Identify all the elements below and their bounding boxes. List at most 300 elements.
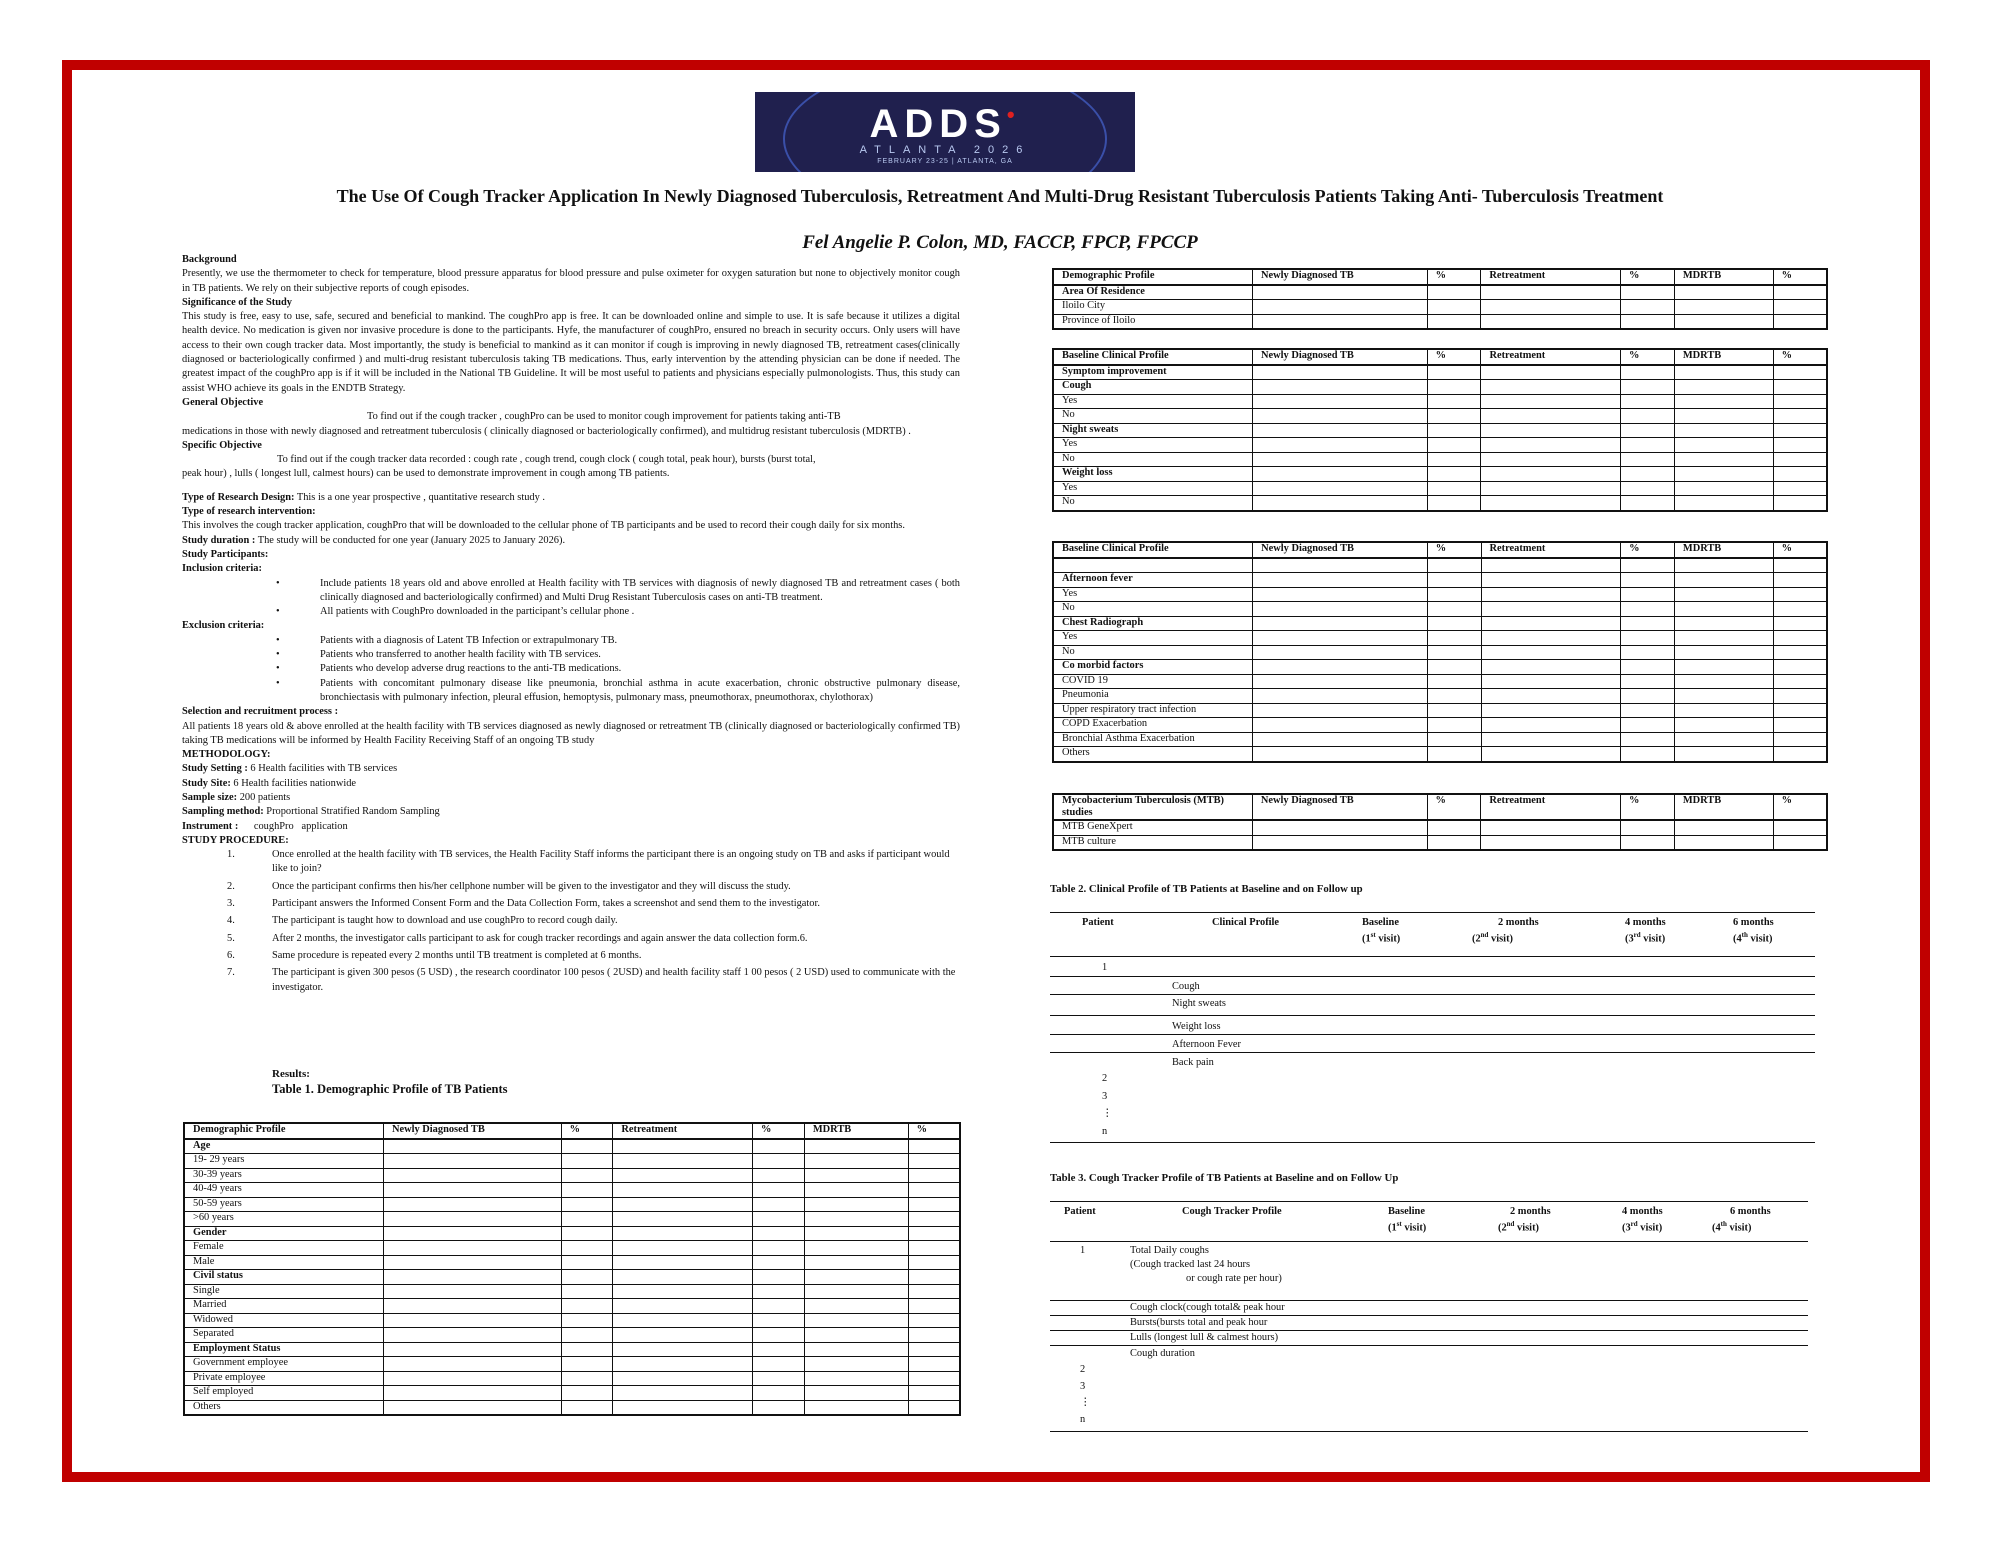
col-6-months: 6 months bbox=[1730, 1206, 1771, 1217]
table-cell bbox=[804, 1313, 908, 1328]
row-label: Yes bbox=[1053, 631, 1253, 646]
table-cell bbox=[908, 1299, 960, 1314]
table-cell bbox=[1253, 438, 1428, 453]
column-header: Newly Diagnosed TB bbox=[1252, 794, 1427, 820]
table-cell bbox=[561, 1400, 613, 1415]
item-bursts: Bursts(bursts total and peak hour bbox=[1130, 1317, 1268, 1328]
table-cell bbox=[908, 1139, 960, 1154]
table-cell bbox=[561, 1386, 613, 1401]
column-header: Demographic Profile bbox=[1053, 269, 1252, 285]
table-cell bbox=[1773, 732, 1827, 747]
table-cell bbox=[1481, 314, 1621, 329]
table-cell bbox=[1621, 285, 1675, 300]
table-cell bbox=[908, 1357, 960, 1372]
table-cell bbox=[561, 1168, 613, 1183]
table-cell bbox=[1427, 365, 1481, 380]
table-cell bbox=[908, 1328, 960, 1343]
table-cell bbox=[1427, 587, 1481, 602]
table-cell bbox=[753, 1357, 805, 1372]
table-cell bbox=[1674, 747, 1773, 762]
table-row bbox=[1053, 703, 1827, 718]
table-cell bbox=[1481, 481, 1621, 496]
table-cell bbox=[1253, 645, 1428, 660]
table-cell bbox=[1427, 573, 1481, 588]
row-label: Symptom improvement bbox=[1053, 365, 1253, 380]
table-rule bbox=[1050, 1431, 1808, 1432]
logo-city: ATLANTA 2026 bbox=[859, 144, 1031, 156]
table-cell bbox=[383, 1139, 561, 1154]
table-baseline-radiograph bbox=[1052, 541, 1828, 763]
table-cell bbox=[1253, 380, 1428, 395]
table-cell bbox=[1427, 452, 1481, 467]
table-cell bbox=[1621, 602, 1675, 617]
table-cell bbox=[1674, 718, 1773, 733]
table-cell bbox=[1427, 558, 1481, 573]
patient-2: 2 bbox=[1102, 1073, 1108, 1084]
table-rule bbox=[1050, 1034, 1815, 1035]
table-cell bbox=[613, 1241, 753, 1256]
selection-heading: Selection and recruitment process : bbox=[182, 706, 339, 718]
patient-2: 2 bbox=[1080, 1364, 1086, 1375]
table-cell bbox=[804, 1328, 908, 1343]
study-setting: Study Setting : 6 Health facilities with TB services bbox=[182, 763, 398, 775]
column-header: Retreatment bbox=[1481, 269, 1621, 285]
table-cell bbox=[1621, 409, 1675, 424]
table-cell bbox=[1253, 703, 1428, 718]
col-patient: Patient bbox=[1082, 917, 1114, 928]
exclusion-list bbox=[182, 634, 960, 705]
table-cell bbox=[1674, 409, 1773, 424]
table-cell bbox=[1674, 314, 1773, 329]
table-cell bbox=[1773, 438, 1827, 453]
table-cell bbox=[1621, 481, 1675, 496]
table-cell bbox=[1773, 703, 1827, 718]
table-cell bbox=[613, 1168, 753, 1183]
table-cell bbox=[1253, 452, 1428, 467]
table-cell bbox=[1773, 467, 1827, 482]
table-cell bbox=[804, 1386, 908, 1401]
table-cell bbox=[1674, 616, 1773, 631]
table-cell bbox=[1253, 660, 1428, 675]
table-row bbox=[1053, 660, 1827, 675]
table-cell bbox=[753, 1342, 805, 1357]
table-cell bbox=[1253, 732, 1428, 747]
table-cell bbox=[1773, 820, 1827, 835]
table-cell bbox=[383, 1400, 561, 1415]
table-cell bbox=[804, 1241, 908, 1256]
table-row bbox=[1053, 732, 1827, 747]
table-cell bbox=[1481, 616, 1621, 631]
table-cell bbox=[1427, 689, 1481, 704]
table-row bbox=[1053, 587, 1827, 602]
table-cell bbox=[1674, 602, 1773, 617]
table-cell bbox=[804, 1183, 908, 1198]
procedure-list bbox=[182, 848, 960, 995]
row-label: MTB GeneXpert bbox=[1053, 820, 1252, 835]
item-total-daily-coughs: Total Daily coughs bbox=[1130, 1245, 1209, 1256]
table-cell bbox=[804, 1270, 908, 1285]
table-row bbox=[1053, 300, 1827, 315]
table-cell bbox=[753, 1255, 805, 1270]
table-cell bbox=[1427, 409, 1481, 424]
logo-brand: ADDS• bbox=[869, 102, 1021, 146]
table-cell bbox=[1773, 718, 1827, 733]
table-cell bbox=[383, 1284, 561, 1299]
table-cell bbox=[1427, 423, 1481, 438]
table-cell bbox=[1621, 587, 1675, 602]
table2-clinical-followup bbox=[1050, 912, 1815, 1144]
item-cough: Cough bbox=[1172, 981, 1200, 992]
column-header: % bbox=[753, 1123, 805, 1139]
patient-ellipsis: ⋮ bbox=[1102, 1108, 1113, 1119]
table-cell bbox=[383, 1197, 561, 1212]
table-cell bbox=[1773, 558, 1827, 573]
table-cell bbox=[1773, 380, 1827, 395]
table-row bbox=[1053, 718, 1827, 733]
table-row bbox=[1053, 380, 1827, 395]
study-duration: Study duration : The study will be conducted for one year (January 2025 to January 2026). bbox=[182, 534, 566, 546]
patient-n: n bbox=[1102, 1126, 1108, 1137]
table-cell bbox=[1674, 835, 1773, 850]
list-item: 4. The participant is taught how to download and use coughPro to record cough daily. bbox=[227, 915, 618, 927]
table-cell bbox=[1481, 732, 1621, 747]
table-cell bbox=[1253, 409, 1428, 424]
table-cell bbox=[908, 1284, 960, 1299]
table-cell bbox=[1621, 703, 1675, 718]
table-cell bbox=[1427, 747, 1481, 762]
row-label: No bbox=[1053, 602, 1253, 617]
table-cell bbox=[753, 1284, 805, 1299]
table-cell bbox=[383, 1313, 561, 1328]
table-cell bbox=[1674, 573, 1773, 588]
significance-text: This study is free, easy to use, safe, secured and beneficial to mankind. The coughPro app is free. It can be downloaded online and simple to use. It is safe because it utilizes a digital health device. No medication is given nor invasive procedure is done to the participants. Hyfe, the manufacturer of coughPro, ensured no breach in security occurs. Only users will have access to their own cough tracker data. Most importantly, the study is beneficial to mankind as it can monitor if cough is improving in newly diagnosed TB, retreatment cases(clinically diagnosed or bacteriologically confirmed ) and multi-drug resistant tuberculosis taking TB medications. Thus, early intervention by the attending physician can be done if needed. The greatest impact of the coughPro app is if it will be included in the National TB Guideline. It will be most useful to patients and physicians especially pulmonologists. Thus, this study can assist WHO achieve its goals in the ENDTB Strategy. bbox=[182, 311, 960, 394]
column-header: % bbox=[1427, 349, 1481, 365]
table-cell bbox=[383, 1328, 561, 1343]
general-objective-text-1: To find out if the cough tracker , coughPro can be used to monitor cough improvement for patients taking anti-TB bbox=[367, 411, 841, 423]
table-cell bbox=[1252, 835, 1427, 850]
row-label bbox=[1053, 558, 1253, 573]
research-design: Type of Research Design: This is a one year prospective , quantitative research study . bbox=[182, 491, 546, 503]
table-cell bbox=[1674, 481, 1773, 496]
row-label: Widowed bbox=[184, 1313, 383, 1328]
conference-logo bbox=[755, 92, 1135, 172]
table-rule bbox=[1050, 1201, 1808, 1202]
table-cell bbox=[1427, 481, 1481, 496]
table-cell bbox=[1773, 631, 1827, 646]
table-cell bbox=[561, 1226, 613, 1241]
column-header: Retreatment bbox=[613, 1123, 753, 1139]
table-row bbox=[184, 1284, 960, 1299]
table-cell bbox=[1674, 820, 1773, 835]
column-header: % bbox=[1427, 794, 1481, 820]
table-cell bbox=[383, 1154, 561, 1169]
table-cell bbox=[908, 1154, 960, 1169]
row-label: Area Of Residence bbox=[1053, 285, 1252, 300]
table-cell bbox=[561, 1154, 613, 1169]
column-header: Retreatment bbox=[1481, 542, 1621, 558]
table-cell bbox=[753, 1212, 805, 1227]
item-night-sweats: Night sweats bbox=[1172, 998, 1226, 1009]
table-cell bbox=[1481, 631, 1621, 646]
table1-caption: Table 1. Demographic Profile of TB Patients bbox=[272, 1082, 508, 1096]
table-cell bbox=[753, 1197, 805, 1212]
column-header: % bbox=[561, 1123, 613, 1139]
table-mtb-studies bbox=[1052, 793, 1828, 851]
col-clinical-profile: Clinical Profile bbox=[1212, 917, 1280, 928]
table-cell bbox=[1481, 558, 1621, 573]
col-visit-2: (2nd visit) bbox=[1472, 931, 1513, 945]
col-2-months: 2 months bbox=[1510, 1206, 1551, 1217]
intervention-text: This involves the cough tracker application, coughPro that will be downloaded to the cellular phone of TB participants and be used to record their cough daily for six months. bbox=[182, 520, 905, 532]
table-cell bbox=[1621, 496, 1675, 511]
table-row bbox=[184, 1270, 960, 1285]
table-row bbox=[1053, 689, 1827, 704]
table-cell bbox=[1481, 602, 1621, 617]
table-cell bbox=[753, 1226, 805, 1241]
table-cell bbox=[1253, 689, 1428, 704]
row-label: Yes bbox=[1053, 394, 1253, 409]
inclusion-list bbox=[182, 577, 960, 620]
table-cell bbox=[1252, 285, 1427, 300]
table-cell bbox=[561, 1270, 613, 1285]
row-label: Separated bbox=[184, 1328, 383, 1343]
table-cell bbox=[1621, 394, 1675, 409]
table-rule bbox=[1050, 912, 1815, 913]
table-cell bbox=[908, 1386, 960, 1401]
row-label: Yes bbox=[1053, 438, 1253, 453]
row-label: Age bbox=[184, 1139, 383, 1154]
table3-cough-tracker-followup bbox=[1050, 1201, 1808, 1433]
col-visit-4: (4th visit) bbox=[1712, 1220, 1752, 1234]
table-cell bbox=[1773, 835, 1827, 850]
selection-text: All patients 18 years old & above enrolled at the health facility with TB services diagnosed as newly diagnosed or retreatment TB (clinically diagnosed or bacteriologically confirmed TB) taking TB medications will be informed by Health Facility Receiving Staff of an ongoing TB study bbox=[182, 720, 960, 746]
exclusion-heading: Exclusion criteria: bbox=[182, 620, 265, 632]
table-cell bbox=[1674, 645, 1773, 660]
table-cell bbox=[908, 1313, 960, 1328]
table-cell bbox=[1253, 558, 1428, 573]
row-label: Iloilo City bbox=[1053, 300, 1252, 315]
col-baseline: Baseline bbox=[1388, 1206, 1425, 1217]
table-header-row bbox=[1053, 269, 1827, 285]
specific-objective-text-2: peak hour) , lulls ( longest lull, calmest hours) can be used to demonstrate improvement in cough among TB patients. bbox=[182, 468, 670, 480]
table-cell bbox=[1427, 438, 1481, 453]
table-cell bbox=[1253, 631, 1428, 646]
table-cell bbox=[1621, 438, 1675, 453]
table-cell bbox=[1674, 467, 1773, 482]
table-cell bbox=[613, 1357, 753, 1372]
row-label: 30-39 years bbox=[184, 1168, 383, 1183]
table-cell bbox=[613, 1212, 753, 1227]
inclusion-heading: Inclusion criteria: bbox=[182, 563, 262, 575]
table-row bbox=[1053, 835, 1827, 850]
table-cell bbox=[804, 1154, 908, 1169]
table-cell bbox=[908, 1270, 960, 1285]
table-cell bbox=[613, 1328, 753, 1343]
table-cell bbox=[1621, 835, 1675, 850]
table-row bbox=[184, 1386, 960, 1401]
table-row bbox=[1053, 496, 1827, 511]
table-row bbox=[184, 1313, 960, 1328]
table-cell bbox=[1773, 587, 1827, 602]
col-visit-1: (1st visit) bbox=[1362, 931, 1401, 945]
table-cell bbox=[561, 1357, 613, 1372]
table-cell bbox=[1427, 835, 1481, 850]
table-cell bbox=[1427, 718, 1481, 733]
list-item: • Patients who transferred to another health facility with TB services. bbox=[182, 648, 960, 662]
table-cell bbox=[1674, 394, 1773, 409]
table-cell bbox=[908, 1168, 960, 1183]
row-label: Single bbox=[184, 1284, 383, 1299]
col-patient: Patient bbox=[1064, 1206, 1096, 1217]
col-2-months: 2 months bbox=[1498, 917, 1539, 928]
table-header-row bbox=[1053, 794, 1827, 820]
table-cell bbox=[1427, 314, 1481, 329]
col-visit-3: (3rd visit) bbox=[1625, 931, 1666, 945]
col-cough-tracker-profile: Cough Tracker Profile bbox=[1182, 1206, 1282, 1217]
row-label: 40-49 years bbox=[184, 1183, 383, 1198]
list-item: • Patients with concomitant pulmonary disease like pneumonia, bronchial asthma in acute exacerbation, chronic obstructive pulmonary disease, bronchiectasis with pulmonary infection, pleural effusion, hemoptysis, pulmonary mass, pneumothorax, pneumothorax, chylothorax) bbox=[182, 677, 960, 706]
table-cell bbox=[1427, 616, 1481, 631]
table-cell bbox=[1773, 481, 1827, 496]
row-label: Yes bbox=[1053, 481, 1253, 496]
table-cell bbox=[1773, 365, 1827, 380]
table-cell bbox=[1253, 394, 1428, 409]
table-cell bbox=[1481, 467, 1621, 482]
row-label: 50-59 years bbox=[184, 1197, 383, 1212]
table-cell bbox=[1481, 409, 1621, 424]
table-cell bbox=[1621, 616, 1675, 631]
row-label: Male bbox=[184, 1255, 383, 1270]
methodology-heading: METHODOLOGY: bbox=[182, 749, 271, 761]
row-label: COVID 19 bbox=[1053, 674, 1253, 689]
list-item: • Include patients 18 years old and above enrolled at Health facility with TB services with diagnosis of newly diagnosed TB and retreatment cases ( both clinically diagnosed and bacteriologically confirmed) and Multi Drug Resistant Tuberculosis cases on anti-TB treatment. bbox=[182, 577, 960, 606]
table-cell bbox=[1427, 602, 1481, 617]
table-row bbox=[1053, 747, 1827, 762]
col-4-months: 4 months bbox=[1622, 1206, 1663, 1217]
table-cell bbox=[613, 1400, 753, 1415]
table-cell bbox=[804, 1197, 908, 1212]
table-cell bbox=[1427, 380, 1481, 395]
table-cell bbox=[561, 1328, 613, 1343]
table-cell bbox=[1773, 423, 1827, 438]
table-cell bbox=[753, 1183, 805, 1198]
table-cell bbox=[1427, 732, 1481, 747]
sample-size: Sample size: 200 patients bbox=[182, 791, 291, 803]
list-item: 7. The participant is given 300 pesos (5 USD) , the research coordinator 100 pesos ( 2USD) and health facility staff 1 00 pesos ( 2 USD) used to communicate with the investigator. bbox=[227, 967, 956, 993]
row-label: Self employed bbox=[184, 1386, 383, 1401]
instrument: Instrument : coughPro application bbox=[182, 820, 348, 832]
row-label: Night sweats bbox=[1053, 423, 1253, 438]
column-header: Demographic Profile bbox=[184, 1123, 383, 1139]
table-cell bbox=[1773, 689, 1827, 704]
table-cell bbox=[1621, 732, 1675, 747]
table-cell bbox=[804, 1299, 908, 1314]
patient-n: n bbox=[1080, 1414, 1086, 1425]
table-cell bbox=[1427, 300, 1481, 315]
table-cell bbox=[804, 1400, 908, 1415]
table-rule bbox=[1050, 1345, 1808, 1346]
table-row bbox=[1053, 602, 1827, 617]
table-cell bbox=[1773, 452, 1827, 467]
column-header: Retreatment bbox=[1481, 794, 1621, 820]
table-cell bbox=[804, 1168, 908, 1183]
table-cell bbox=[1252, 300, 1427, 315]
table-cell bbox=[1481, 438, 1621, 453]
table-cell bbox=[1427, 660, 1481, 675]
table-cell bbox=[1252, 820, 1427, 835]
row-label: COPD Exacerbation bbox=[1053, 718, 1253, 733]
table-cell bbox=[1427, 674, 1481, 689]
table-cell bbox=[1621, 365, 1675, 380]
row-label: No bbox=[1053, 409, 1253, 424]
table-cell bbox=[1427, 631, 1481, 646]
table-cell bbox=[1253, 481, 1428, 496]
table-cell bbox=[1481, 452, 1621, 467]
item-cough-duration: Cough duration bbox=[1130, 1348, 1195, 1359]
table-rule bbox=[1050, 1052, 1815, 1053]
table-cell bbox=[1427, 496, 1481, 511]
table-cell bbox=[1674, 732, 1773, 747]
table-cell bbox=[1253, 365, 1428, 380]
table-row bbox=[1053, 645, 1827, 660]
table-cell bbox=[1481, 285, 1621, 300]
table-cell bbox=[561, 1212, 613, 1227]
sampling-method: Sampling method: Proportional Stratified Random Sampling bbox=[182, 806, 440, 818]
table-cell bbox=[1621, 718, 1675, 733]
table-row bbox=[1053, 674, 1827, 689]
general-objective-text-2: medications in those with newly diagnosed and retreatment tuberculosis ( clinically diagnosed or bacteriologically confirmed), and multidrug resistant tuberculosis (MDRTB) . bbox=[182, 425, 911, 437]
column-header: % bbox=[1621, 794, 1675, 820]
table-cell bbox=[1621, 820, 1675, 835]
table-cell bbox=[1621, 314, 1675, 329]
significance-heading: Significance of the Study bbox=[182, 296, 292, 308]
table-row bbox=[184, 1154, 960, 1169]
table-row bbox=[184, 1371, 960, 1386]
table-cell bbox=[908, 1212, 960, 1227]
patient-3: 3 bbox=[1102, 1091, 1108, 1102]
item-total-daily-coughs-note-2: or cough rate per hour) bbox=[1186, 1273, 1282, 1284]
table-row bbox=[184, 1255, 960, 1270]
col-6-months: 6 months bbox=[1733, 917, 1774, 928]
table-cell bbox=[1252, 314, 1427, 329]
table-cell bbox=[1621, 645, 1675, 660]
row-label: Upper respiratory tract infection bbox=[1053, 703, 1253, 718]
table-cell bbox=[1773, 573, 1827, 588]
column-header: MDRTB bbox=[1674, 542, 1773, 558]
table-cell bbox=[1427, 703, 1481, 718]
intervention-heading: Type of research intervention: bbox=[182, 506, 316, 518]
table-cell bbox=[383, 1270, 561, 1285]
table-cell bbox=[753, 1299, 805, 1314]
table-cell bbox=[1253, 602, 1428, 617]
table-cell bbox=[1481, 394, 1621, 409]
row-label: Pneumonia bbox=[1053, 689, 1253, 704]
table-cell bbox=[1427, 394, 1481, 409]
table-cell bbox=[1481, 660, 1621, 675]
table-cell bbox=[1481, 300, 1621, 315]
table-cell bbox=[383, 1212, 561, 1227]
row-label: Chest Radiograph bbox=[1053, 616, 1253, 631]
item-total-daily-coughs-note: (Cough tracked last 24 hours bbox=[1130, 1259, 1251, 1270]
column-header: MDRTB bbox=[1674, 269, 1773, 285]
table-cell bbox=[613, 1386, 753, 1401]
row-label: Others bbox=[1053, 747, 1253, 762]
table-cell bbox=[1481, 365, 1621, 380]
table-cell bbox=[1773, 300, 1827, 315]
row-label: Weight loss bbox=[1053, 467, 1253, 482]
row-label: Yes bbox=[1053, 587, 1253, 602]
table-row bbox=[184, 1212, 960, 1227]
